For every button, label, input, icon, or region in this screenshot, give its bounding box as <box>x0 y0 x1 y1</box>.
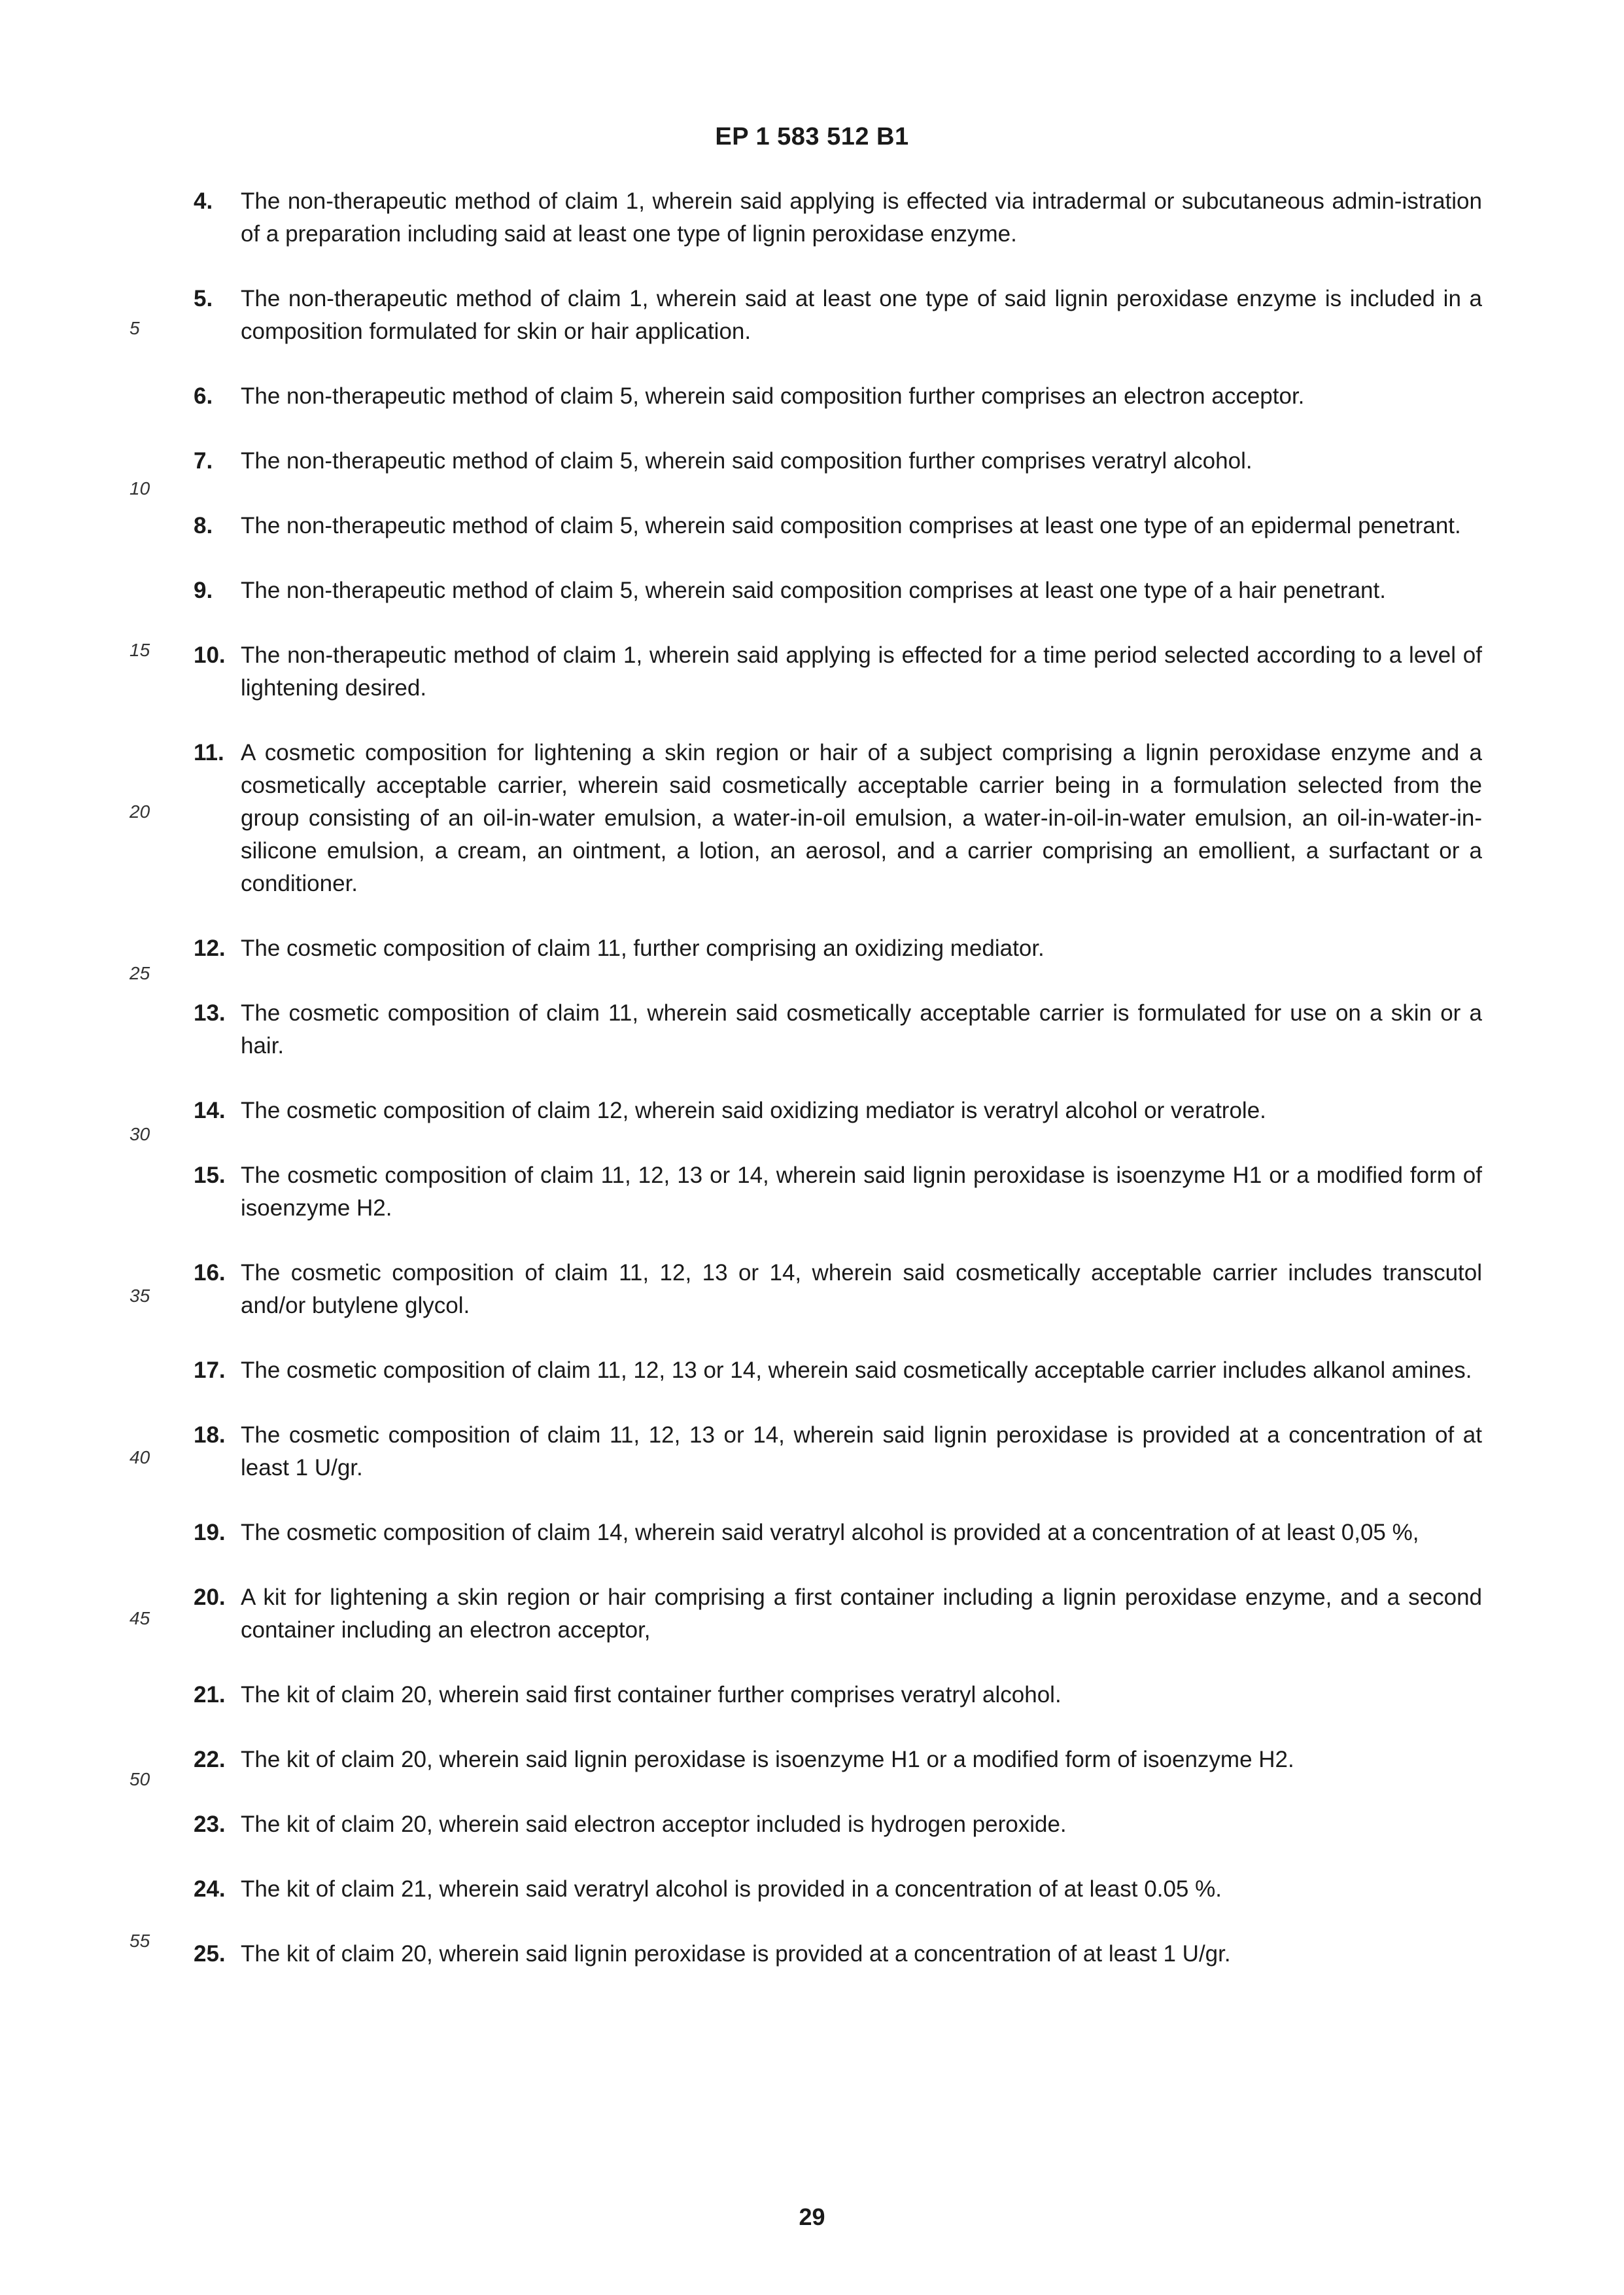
claim-number: 10. <box>194 642 226 668</box>
line-number: 25 <box>130 963 150 983</box>
claim-text: The kit of claim 20, wherein said lignin peroxidase is provided at a concentration of at least 1 U/gr. <box>241 1941 1231 1967</box>
claim-17 <box>194 1354 1482 1387</box>
claim-14 <box>194 1095 1482 1127</box>
claim-number: 18. <box>194 1422 226 1448</box>
claim-number: 22. <box>194 1747 226 1772</box>
line-number: 55 <box>130 1931 150 1951</box>
claim-number: 23. <box>194 1812 226 1837</box>
claim-4 <box>194 185 1482 251</box>
claim-number: 20. <box>194 1585 226 1610</box>
claim-20 <box>194 1581 1482 1647</box>
claim-16 <box>194 1257 1482 1322</box>
claim-text: The cosmetic composition of claim 11, 12, 13 or 14, wherein said lignin peroxidase is provided at a concentration of at least 1 U/gr. <box>241 1422 1482 1480</box>
margin-line-numbers <box>0 0 170 2295</box>
claim-number: 19. <box>194 1520 226 1545</box>
claim-21 <box>194 1679 1482 1711</box>
claim-number: 17. <box>194 1358 226 1383</box>
claim-text: The cosmetic composition of claim 12, wherein said oxidizing mediator is veratryl alcohol or veratrole. <box>241 1098 1266 1123</box>
claim-text: The non-therapeutic method of claim 5, wherein said composition comprises at least one type of a hair penetrant. <box>241 578 1386 603</box>
claim-24 <box>194 1873 1482 1906</box>
claim-number: 7. <box>194 448 213 474</box>
claim-number: 5. <box>194 286 213 311</box>
claim-number: 21. <box>194 1682 226 1708</box>
claim-text: The non-therapeutic method of claim 1, wherein said at least one type of said lignin peroxidase enzyme is included in a composition formulated for skin or hair application. <box>241 286 1482 344</box>
claim-text: The cosmetic composition of claim 11, further comprising an oxidizing mediator. <box>241 936 1045 961</box>
claim-25 <box>194 1938 1482 1971</box>
claim-number: 12. <box>194 936 226 961</box>
claim-text: The cosmetic composition of claim 11, 12, 13 or 14, wherein said lignin peroxidase is isoenzyme H1 or a modified form of isoenzyme H2. <box>241 1163 1482 1221</box>
claim-19 <box>194 1516 1482 1549</box>
claims-list <box>194 185 1482 2003</box>
claim-text: A cosmetic composition for lightening a skin region or hair of a subject comprising a lignin peroxidase enzyme and a cosmetically acceptable carrier, wherein said cosmetically acceptable carrier being in a formulation selected from the group consisting of an oil-in-water emulsion, a water-in-oil emulsion, a water-in-oil-in-water emulsion, an oil-in-water-in-silicone emulsion, a cream, an ointment, a lotion, an aerosol, and a carrier comprising an emollient, a surfactant or a conditioner. <box>241 740 1482 896</box>
claim-text: The kit of claim 20, wherein said lignin peroxidase is isoenzyme H1 or a modified form of isoenzyme H2. <box>241 1747 1294 1772</box>
line-number: 15 <box>130 640 150 660</box>
line-number: 50 <box>130 1769 150 1789</box>
claim-5 <box>194 283 1482 348</box>
claim-7 <box>194 445 1482 478</box>
claim-number: 8. <box>194 513 213 538</box>
claim-number: 4. <box>194 188 213 214</box>
line-number: 10 <box>130 478 150 499</box>
claim-number: 25. <box>194 1941 226 1967</box>
claim-text: The kit of claim 20, wherein said electron acceptor included is hydrogen peroxide. <box>241 1812 1067 1837</box>
claim-text: The cosmetic composition of claim 14, wherein said veratryl alcohol is provided at a concentration of at least 0,05 %, <box>241 1520 1419 1545</box>
claim-text: The non-therapeutic method of claim 5, wherein said composition comprises at least one type of an epidermal penetrant. <box>241 513 1461 538</box>
claim-number: 11. <box>194 740 224 765</box>
claim-text: The cosmetic composition of claim 11, 12, 13 or 14, wherein said cosmetically acceptable carrier includes transcutol and/or butylene glycol. <box>241 1260 1482 1318</box>
claim-text: The cosmetic composition of claim 11, 12, 13 or 14, wherein said cosmetically acceptable carrier includes alkanol amines. <box>241 1358 1472 1383</box>
claim-number: 13. <box>194 1000 226 1026</box>
claim-text: The non-therapeutic method of claim 5, wherein said composition further comprises an electron acceptor. <box>241 383 1305 409</box>
claim-15 <box>194 1159 1482 1225</box>
page-number: 29 <box>799 2203 825 2230</box>
claim-11 <box>194 737 1482 900</box>
claim-text: The cosmetic composition of claim 11, wherein said cosmetically acceptable carrier is formulated for use on a skin or a hair. <box>241 1000 1482 1059</box>
claim-8 <box>194 510 1482 542</box>
claim-10 <box>194 639 1482 705</box>
claim-text: A kit for lightening a skin region or hair comprising a first container including a lignin peroxidase enzyme, and a second container including an electron acceptor, <box>241 1585 1482 1643</box>
patent-number-header: EP 1 583 512 B1 <box>715 123 909 150</box>
claim-text: The kit of claim 20, wherein said first container further comprises veratryl alcohol. <box>241 1682 1062 1708</box>
claim-18 <box>194 1419 1482 1484</box>
claim-number: 24. <box>194 1876 226 1902</box>
claim-6 <box>194 380 1482 413</box>
claim-text: The non-therapeutic method of claim 1, wherein said applying is effected for a time period selected according to a level of lightening desired. <box>241 642 1482 701</box>
line-number: 5 <box>130 318 140 338</box>
claim-number: 14. <box>194 1098 226 1123</box>
claim-text: The kit of claim 21, wherein said veratryl alcohol is provided in a concentration of at least 0.05 %. <box>241 1876 1222 1902</box>
claim-9 <box>194 574 1482 607</box>
claim-13 <box>194 997 1482 1062</box>
claim-22 <box>194 1743 1482 1776</box>
claim-text: The non-therapeutic method of claim 5, wherein said composition further comprises veratryl alcohol. <box>241 448 1253 474</box>
claim-number: 9. <box>194 578 213 603</box>
claim-number: 6. <box>194 383 213 409</box>
claim-text: The non-therapeutic method of claim 1, wherein said applying is effected via intradermal or subcutaneous admin-istration of a preparation including said at least one type of lignin peroxidase enzyme. <box>241 188 1482 247</box>
claim-number: 15. <box>194 1163 226 1188</box>
line-number: 35 <box>130 1286 150 1306</box>
line-number: 45 <box>130 1608 150 1628</box>
claim-23 <box>194 1808 1482 1841</box>
claim-12 <box>194 932 1482 965</box>
claim-number: 16. <box>194 1260 226 1286</box>
line-number: 30 <box>130 1124 150 1144</box>
line-number: 20 <box>130 801 150 822</box>
line-number: 40 <box>130 1447 150 1467</box>
